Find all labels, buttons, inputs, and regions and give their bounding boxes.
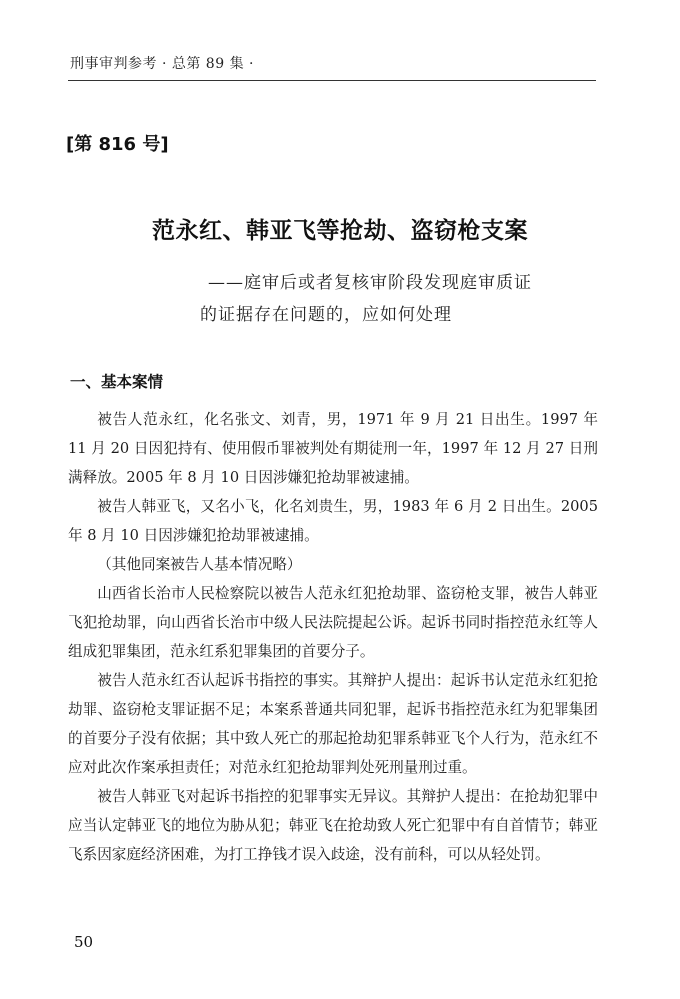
running-header: 刑事审判参考 · 总第 89 集 ·	[70, 56, 254, 72]
page-number: 50	[74, 933, 94, 951]
case-subtitle-line-1: ——庭审后或者复核审阶段发现庭审质证	[208, 273, 532, 293]
paragraph-fan-defense: 被告人范永红否认起诉书指控的事实。其辩护人提出：起诉书认定范永红犯抢劫罪、盗窃枪支罪证据不足；本案系普通共同犯罪，起诉书指控范永红为犯罪集团的首要分子没有依据；其中致人死亡的那起抢劫犯罪系韩亚飞个人行为，范永红不应对此次作案承担责任；对范永红犯抢劫罪判处死刑量刑过重。	[68, 672, 598, 776]
paragraph-defendant-fan: 被告人范永红，化名张文、刘青，男，1971 年 9 月 21 日出生。1997 年 11 月 20 日因犯持有、使用假币罪被判处有期徒刑一年，1997 年 12 月 27 日刑满释放。2005 年 8 月 10 日因涉嫌犯抢劫罪被逮捕。	[68, 411, 598, 486]
body-text	[68, 405, 598, 869]
case-subtitle-line-2: 的证据存在问题的，应如何处理	[200, 305, 452, 325]
case-title: 范永红、韩亚飞等抢劫、盗窃枪支案	[152, 218, 528, 244]
paragraph-han-defense: 被告人韩亚飞对起诉书指控的犯罪事实无异议。其辩护人提出：在抢劫犯罪中应当认定韩亚飞的地位为胁从犯；韩亚飞在抢劫致人死亡犯罪中有自首情节；韩亚飞系因家庭经济困难，为打工挣钱才误入歧途，没有前科，可以从轻处罚。	[68, 788, 598, 863]
case-number: [第 816 号]	[66, 134, 169, 155]
paragraph-defendant-han: 被告人韩亚飞，又名小飞，化名刘贵生，男，1983 年 6 月 2 日出生。2005 年 8 月 10 日因涉嫌犯抢劫罪被逮捕。	[68, 498, 598, 544]
section-heading: 一、基本案情	[70, 373, 164, 391]
header-divider	[68, 80, 596, 81]
paragraph-prosecution: 山西省长治市人民检察院以被告人范永红犯抢劫罪、盗窃枪支罪，被告人韩亚飞犯抢劫罪，向山西省长治市中级人民法院提起公诉。起诉书同时指控范永红等人组成犯罪集团，范永红系犯罪集团的首要分子。	[68, 585, 598, 660]
paragraph-other-defendants-note: （其他同案被告人基本情况略）	[97, 556, 302, 573]
